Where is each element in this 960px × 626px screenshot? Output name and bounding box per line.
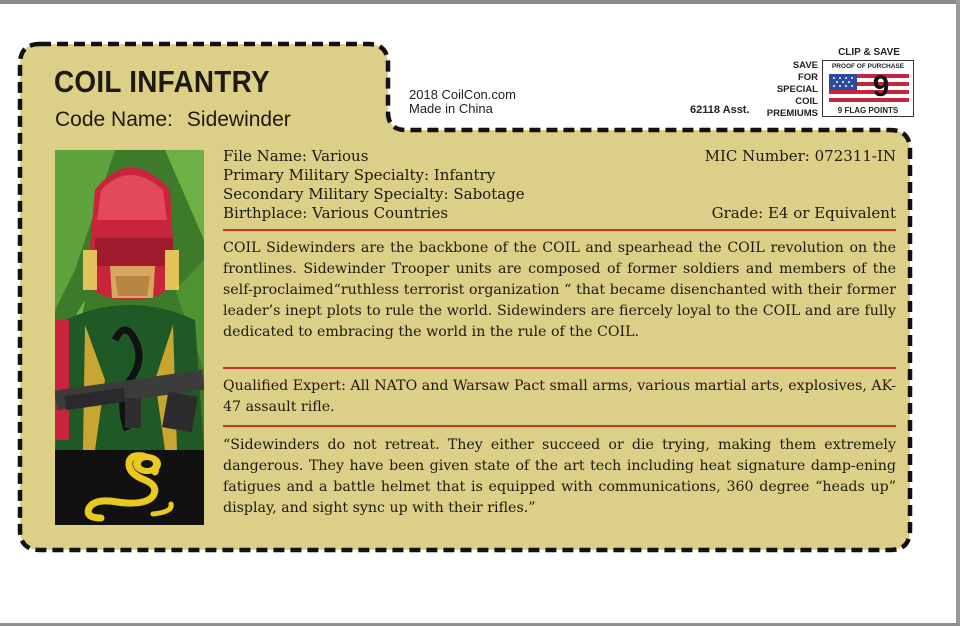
character-portrait <box>55 150 204 525</box>
company-line-1: 2018 CoilCon.com <box>409 87 516 102</box>
code-name <box>55 108 291 132</box>
divider-3 <box>223 425 896 427</box>
code-name-label: Code Name: <box>55 108 173 131</box>
divider-1 <box>223 229 896 231</box>
quote-paragraph: “Sidewinders do not retreat. They either succeed or die trying, making them extremely dangerous. They have been given state of the art tech including heat signature damp-ening fatigues and a battle helmet that is equipped with communications, 360 degree “heads up” display, and sight sync up with their rifles.” <box>223 437 896 516</box>
proof-of-purchase-box <box>822 60 914 117</box>
primary-specialty: Primary Military Specialty: Infantry <box>223 166 496 184</box>
flag-points-number: 9 <box>872 70 890 103</box>
flag-points-label: 9 FLAG POINTS <box>837 106 899 115</box>
save-line-4: COIL <box>795 96 818 107</box>
assortment-number: 62118 Asst. <box>690 104 750 116</box>
save-for-premiums <box>760 60 818 120</box>
company-line-2: Made in China <box>409 101 493 116</box>
company-info <box>409 88 516 116</box>
birthplace: Birthplace: Various Countries <box>223 204 449 222</box>
save-line-5: PREMIUMS <box>766 108 818 119</box>
grade: Grade: E4 or Equivalent <box>711 204 896 222</box>
save-line-3: SPECIAL <box>776 84 818 95</box>
file-name: File Name: Various <box>223 147 369 165</box>
code-name-value: Sidewinder <box>186 108 291 131</box>
qualified-expert: Qualified Expert: All NATO and Warsaw Pact small arms, various martial arts, explosives, AK-47 assault rifle. <box>223 378 896 415</box>
secondary-specialty: Secondary Military Specialty: Sabotage <box>223 185 525 203</box>
divider-2 <box>223 367 896 369</box>
card-title: COIL INFANTRY <box>54 64 270 99</box>
save-line-2: FOR <box>797 72 818 83</box>
clip-and-save-label: CLIP & SAVE <box>838 47 900 58</box>
cobra-logo-icon <box>55 450 204 525</box>
bio-paragraph: COIL Sidewinders are the backbone of the COIL and spearhead the COIL revolution on the frontlines. Sidewinder Trooper units are composed of former soldiers and members of the self-proclaimed“ruthless terrorist organization “ that became disenchanted with their former leader’s inept plots to rule the world. Sidewinders are fiercely loyal to the COIL and are fully dedicated to embracing the world in the rule of the COIL. <box>223 240 896 340</box>
proof-of-purchase-label: PROOF OF PURCHASE <box>831 63 905 70</box>
save-line-1: SAVE <box>792 60 818 71</box>
mic-number: MIC Number: 072311-IN <box>704 147 896 165</box>
